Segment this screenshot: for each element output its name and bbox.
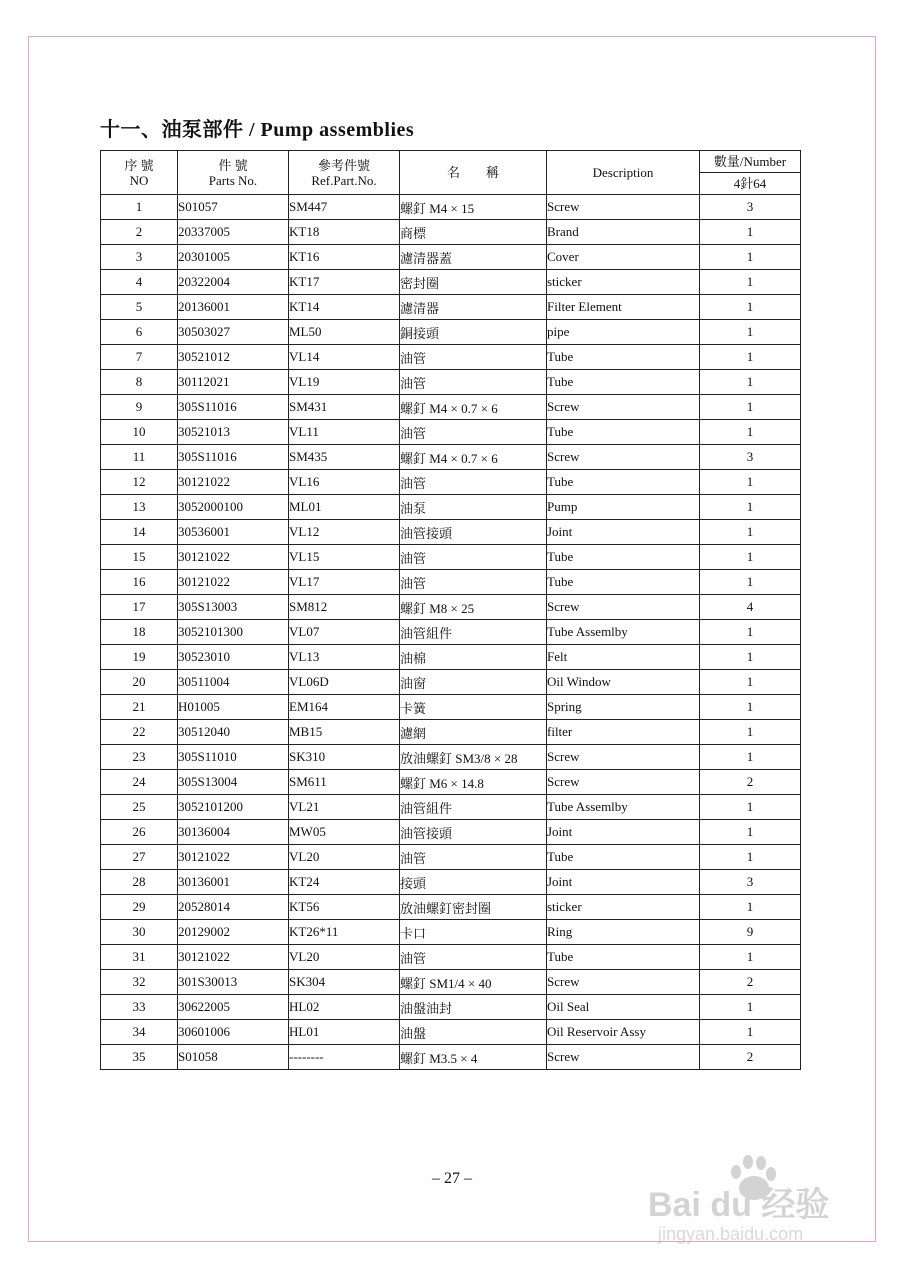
part-quantity: 1 [700,845,801,870]
row-number: 30 [101,920,178,945]
part-number: 30523010 [178,645,289,670]
part-name: 油管 [400,570,547,595]
table-row [101,670,801,695]
page-number: – 27 – [432,1170,472,1187]
part-number: 30121022 [178,945,289,970]
ref-part-number: VL19 [289,370,400,395]
ref-part-number: ML01 [289,495,400,520]
part-name: 螺釘 M6 × 14.8 [400,770,547,795]
part-description: Felt [547,645,700,670]
part-description: Joint [547,520,700,545]
ref-part-number: SM447 [289,195,400,220]
row-number: 22 [101,720,178,745]
part-number: 3052101200 [178,795,289,820]
table-row [101,1020,801,1045]
row-number: 5 [101,295,178,320]
part-description: Oil Window [547,670,700,695]
row-number: 34 [101,1020,178,1045]
table-row [101,995,801,1020]
table-row [101,920,801,945]
ref-part-number: HL02 [289,995,400,1020]
part-description: Tube Assemlby [547,795,700,820]
ref-part-number: VL15 [289,545,400,570]
part-description: Tube [547,420,700,445]
row-number: 4 [101,270,178,295]
watermark-logo-text: Bai du 经验 [648,1186,830,1224]
part-number: 30601006 [178,1020,289,1045]
parts-table [100,150,801,1070]
part-description: sticker [547,895,700,920]
part-name: 濾清器蓋 [400,245,547,270]
ref-part-number: VL21 [289,795,400,820]
table-row [101,595,801,620]
part-quantity: 1 [700,570,801,595]
part-description: Tube [547,545,700,570]
ref-part-number: HL01 [289,1020,400,1045]
header-no: 序 號 NO [101,151,178,195]
part-number: 30512040 [178,720,289,745]
part-description: Tube [547,845,700,870]
part-number: 30536001 [178,520,289,545]
part-number: 20129002 [178,920,289,945]
part-number: 20337005 [178,220,289,245]
row-number: 10 [101,420,178,445]
part-number: S01057 [178,195,289,220]
part-name: 油管組件 [400,795,547,820]
ref-part-number: VL13 [289,645,400,670]
table-row [101,870,801,895]
part-name: 螺釘 M4 × 0.7 × 6 [400,445,547,470]
part-description: Tube [547,945,700,970]
part-quantity: 1 [700,370,801,395]
part-name: 油管組件 [400,620,547,645]
row-number: 16 [101,570,178,595]
row-number: 6 [101,320,178,345]
row-number: 18 [101,620,178,645]
row-number: 2 [101,220,178,245]
part-quantity: 1 [700,745,801,770]
part-name: 卡口 [400,920,547,945]
row-number: 8 [101,370,178,395]
part-number: 305S13003 [178,595,289,620]
part-quantity: 4 [700,595,801,620]
part-description: Tube [547,570,700,595]
part-quantity: 1 [700,995,801,1020]
part-quantity: 1 [700,670,801,695]
part-quantity: 1 [700,345,801,370]
ref-part-number: KT24 [289,870,400,895]
part-number: 30503027 [178,320,289,345]
part-number: 305S11016 [178,445,289,470]
ref-part-number: VL07 [289,620,400,645]
part-description: Tube [547,470,700,495]
part-quantity: 1 [700,295,801,320]
part-number: 30112021 [178,370,289,395]
table-row [101,820,801,845]
table-row [101,845,801,870]
row-number: 9 [101,395,178,420]
part-description: Tube [547,370,700,395]
table-row [101,195,801,220]
part-quantity: 1 [700,220,801,245]
part-description: Screw [547,770,700,795]
table-row [101,1045,801,1070]
ref-part-number: EM164 [289,695,400,720]
part-number: 30511004 [178,670,289,695]
part-number: 30121022 [178,545,289,570]
part-name: 密封圈 [400,270,547,295]
part-name: 螺釘 M3.5 × 4 [400,1045,547,1070]
part-number: 30521012 [178,345,289,370]
part-quantity: 9 [700,920,801,945]
part-quantity: 1 [700,420,801,445]
part-name: 濾清器 [400,295,547,320]
table-row [101,695,801,720]
part-name: 螺釘 M8 × 25 [400,595,547,620]
ref-part-number: SM435 [289,445,400,470]
part-quantity: 1 [700,795,801,820]
part-name: 油管 [400,545,547,570]
part-number: 30521013 [178,420,289,445]
part-quantity: 3 [700,195,801,220]
part-description: Screw [547,595,700,620]
part-quantity: 1 [700,495,801,520]
row-number: 19 [101,645,178,670]
row-number: 3 [101,245,178,270]
part-quantity: 1 [700,545,801,570]
part-description: Pump [547,495,700,520]
ref-part-number: VL16 [289,470,400,495]
part-quantity: 1 [700,945,801,970]
part-quantity: 1 [700,270,801,295]
row-number: 26 [101,820,178,845]
part-quantity: 2 [700,770,801,795]
part-quantity: 1 [700,245,801,270]
part-quantity: 3 [700,870,801,895]
row-number: 7 [101,345,178,370]
table-row [101,470,801,495]
header-description: Description [547,151,700,195]
part-description: Brand [547,220,700,245]
table-row [101,220,801,245]
part-quantity: 1 [700,895,801,920]
row-number: 29 [101,895,178,920]
part-number: 30622005 [178,995,289,1020]
part-name: 油棉 [400,645,547,670]
table-row [101,245,801,270]
part-quantity: 1 [700,720,801,745]
part-name: 油管 [400,470,547,495]
header-name: 名 稱 [400,151,547,195]
part-quantity: 1 [700,520,801,545]
part-quantity: 1 [700,645,801,670]
part-description: pipe [547,320,700,345]
part-name: 油泵 [400,495,547,520]
table-row [101,895,801,920]
part-name: 油管 [400,370,547,395]
part-number: 30121022 [178,845,289,870]
part-name: 卡簧 [400,695,547,720]
header-part-no: 件 號 Parts No. [178,151,289,195]
part-name: 放油螺釘 SM3/8 × 28 [400,745,547,770]
table-row [101,970,801,995]
ref-part-number: SM431 [289,395,400,420]
table-row [101,345,801,370]
ref-part-number: MB15 [289,720,400,745]
part-description: Joint [547,820,700,845]
part-number: 20301005 [178,245,289,270]
part-number: 301S30013 [178,970,289,995]
part-name: 放油螺釘密封圈 [400,895,547,920]
part-name: 螺釘 M4 × 15 [400,195,547,220]
part-quantity: 1 [700,695,801,720]
row-number: 21 [101,695,178,720]
part-name: 油管 [400,420,547,445]
header-quantity-model: 4針64 [700,173,801,195]
part-quantity: 1 [700,395,801,420]
table-row [101,770,801,795]
ref-part-number: SM812 [289,595,400,620]
part-number: 20136001 [178,295,289,320]
ref-part-number: VL06D [289,670,400,695]
table-row [101,445,801,470]
part-number: 305S11010 [178,745,289,770]
table-row [101,795,801,820]
part-name: 油管 [400,345,547,370]
part-name: 油盤 [400,1020,547,1045]
table-row [101,720,801,745]
part-number: 20528014 [178,895,289,920]
part-name: 螺釘 SM1/4 × 40 [400,970,547,995]
table-row [101,520,801,545]
part-description: Cover [547,245,700,270]
part-quantity: 1 [700,620,801,645]
row-number: 27 [101,845,178,870]
row-number: 1 [101,195,178,220]
header-quantity: 數量/Number [700,151,801,173]
part-quantity: 3 [700,445,801,470]
ref-part-number: VL14 [289,345,400,370]
table-row [101,545,801,570]
part-name: 油窗 [400,670,547,695]
ref-part-number: KT17 [289,270,400,295]
row-number: 12 [101,470,178,495]
row-number: 15 [101,545,178,570]
ref-part-number: VL20 [289,945,400,970]
row-number: 17 [101,595,178,620]
table-header [101,151,801,195]
row-number: 14 [101,520,178,545]
ref-part-number: KT56 [289,895,400,920]
part-name: 油管接頭 [400,820,547,845]
ref-part-number: KT18 [289,220,400,245]
row-number: 20 [101,670,178,695]
part-description: Tube [547,345,700,370]
part-name: 油管接頭 [400,520,547,545]
part-name: 油管 [400,845,547,870]
header-ref-part-no: 參考件號 Ref.Part.No. [289,151,400,195]
part-description: Screw [547,745,700,770]
table-row [101,395,801,420]
part-name: 油管 [400,945,547,970]
part-description: Screw [547,195,700,220]
ref-part-number: KT14 [289,295,400,320]
ref-part-number: SK304 [289,970,400,995]
table-row [101,270,801,295]
ref-part-number: KT26*11 [289,920,400,945]
part-name: 油盤油封 [400,995,547,1020]
part-number: 305S11016 [178,395,289,420]
table-row [101,295,801,320]
part-description: filter [547,720,700,745]
table-row [101,745,801,770]
row-number: 35 [101,1045,178,1070]
part-name: 濾網 [400,720,547,745]
ref-part-number: SM611 [289,770,400,795]
row-number: 32 [101,970,178,995]
ref-part-number: VL12 [289,520,400,545]
ref-part-number: ML50 [289,320,400,345]
part-description: Screw [547,395,700,420]
row-number: 28 [101,870,178,895]
part-description: Oil Seal [547,995,700,1020]
row-number: 11 [101,445,178,470]
part-quantity: 2 [700,1045,801,1070]
ref-part-number: MW05 [289,820,400,845]
ref-part-number: SK310 [289,745,400,770]
ref-part-number: VL11 [289,420,400,445]
part-description: Ring [547,920,700,945]
part-description: Joint [547,870,700,895]
part-number: 3052000100 [178,495,289,520]
table-row [101,570,801,595]
part-quantity: 1 [700,470,801,495]
row-number: 25 [101,795,178,820]
part-description: Filter Element [547,295,700,320]
part-name: 接頭 [400,870,547,895]
part-quantity: 1 [700,320,801,345]
part-number: 30121022 [178,570,289,595]
part-number: H01005 [178,695,289,720]
page-title: 十一、油泵部件 / Pump assemblies [100,119,415,141]
part-number: 305S13004 [178,770,289,795]
part-number: 30121022 [178,470,289,495]
part-quantity: 1 [700,820,801,845]
baidu-watermark [640,1148,870,1248]
table-row [101,495,801,520]
part-quantity: 2 [700,970,801,995]
part-quantity: 1 [700,1020,801,1045]
part-description: sticker [547,270,700,295]
part-number: S01058 [178,1045,289,1070]
part-number: 20322004 [178,270,289,295]
row-number: 24 [101,770,178,795]
part-name: 螺釘 M4 × 0.7 × 6 [400,395,547,420]
watermark-url-text: jingyan.baidu.com [658,1224,804,1244]
table-row [101,945,801,970]
part-name: 商標 [400,220,547,245]
table-row [101,370,801,395]
row-number: 13 [101,495,178,520]
row-number: 23 [101,745,178,770]
part-number: 30136001 [178,870,289,895]
part-name: 銅接頭 [400,320,547,345]
ref-part-number: VL20 [289,845,400,870]
table-body [101,195,801,1070]
row-number: 33 [101,995,178,1020]
part-description: Oil Reservoir Assy [547,1020,700,1045]
part-description: Tube Assemlby [547,620,700,645]
table-row [101,320,801,345]
table-row [101,620,801,645]
table-row [101,645,801,670]
ref-part-number: KT16 [289,245,400,270]
ref-part-number: VL17 [289,570,400,595]
row-number: 31 [101,945,178,970]
part-description: Screw [547,445,700,470]
table-row [101,420,801,445]
ref-part-number: -------- [289,1045,400,1070]
part-description: Spring [547,695,700,720]
part-description: Screw [547,970,700,995]
part-number: 3052101300 [178,620,289,645]
part-description: Screw [547,1045,700,1070]
part-number: 30136004 [178,820,289,845]
